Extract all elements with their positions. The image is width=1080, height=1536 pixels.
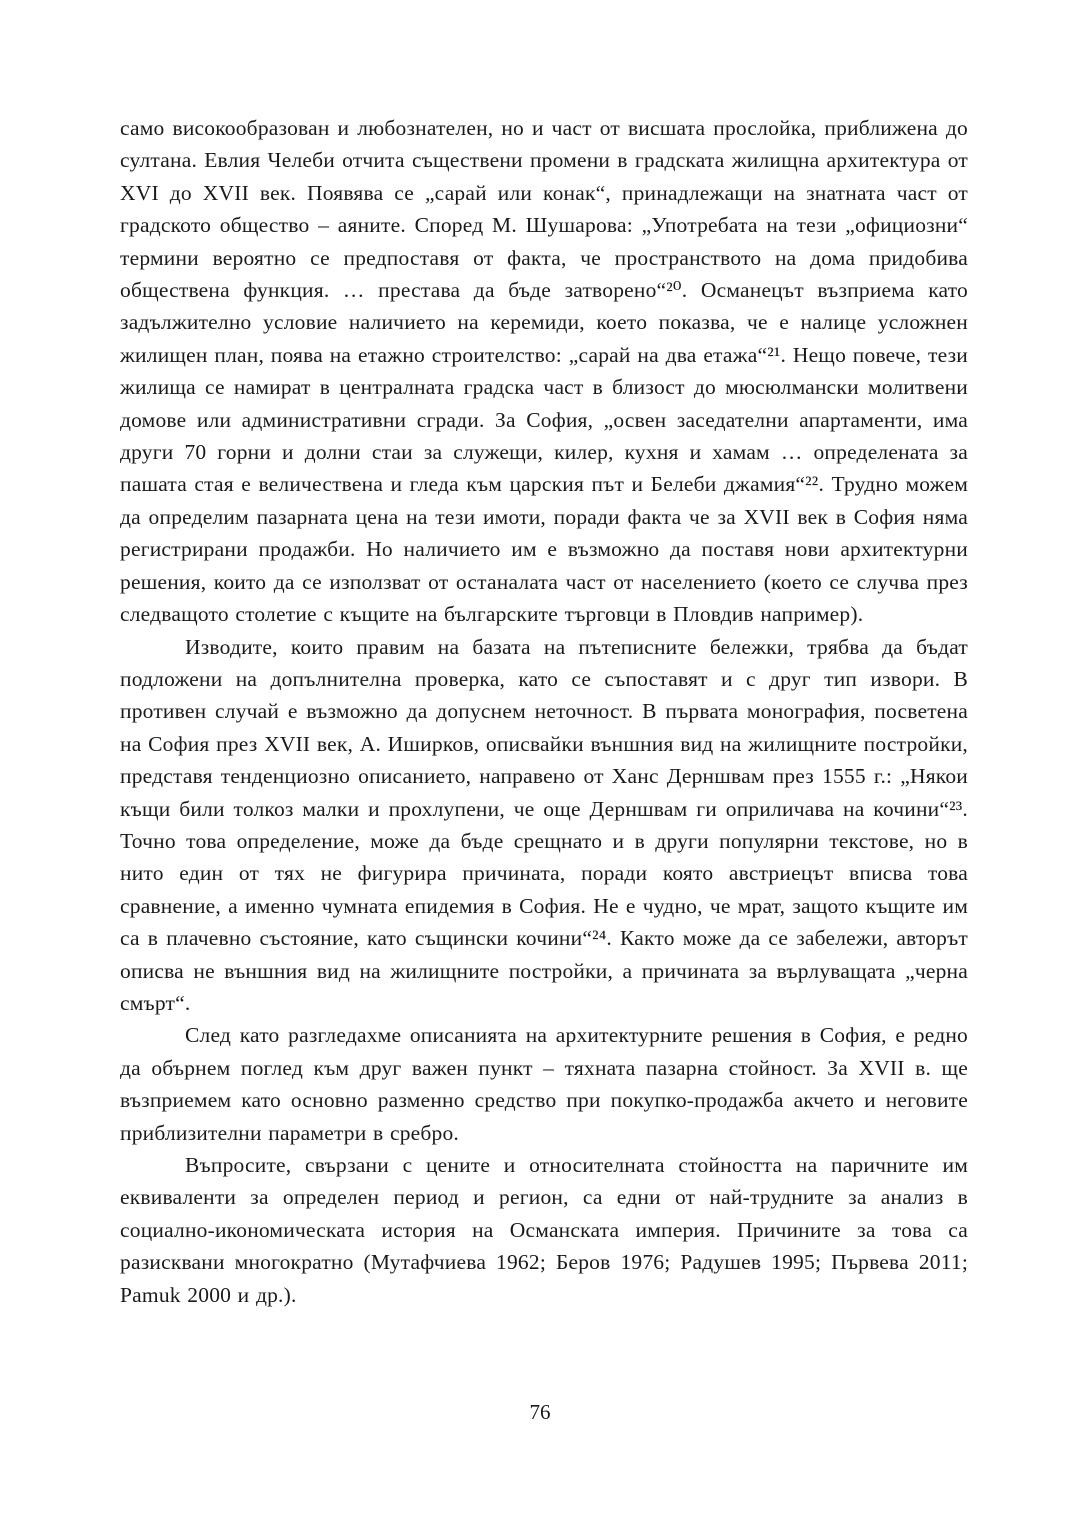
paragraph: Въпросите, свързани с цените и относителната стойността на паричните им еквиваленти за определен период и регион, са едни от най-трудните за анализ в социално-икономическата история на Османската империя. Причините за това са разисквани многократно (Мутафчиева 1962; Беров 1976; Радушев 1995; Първева 2011; Pamuk 2000 и др.). xyxy=(120,1153,968,1307)
body-text xyxy=(120,112,968,1311)
paragraph: След като разгледахме описанията на архитектурните решения в София, е редно да обърнем поглед към друг важен пункт – тяхната пазарна стойност. За XVII в. ще възприемем като основно разменно средство при покупко-продажба акчето и неговите приблизителни параметри в сребро. xyxy=(120,1023,968,1145)
page-number: 76 xyxy=(529,1400,551,1424)
paragraph: Изводите, които правим на базата на пътеписните бележки, трябва да бъдат подложени на допълнителна проверка, като се съпоставят и с друг тип извори. В противен случай е възможно да допуснем неточност. В първата монография, посветена на София през XVII век, А. Иширков, описвайки външния вид на жилищните постройки, представя тенденциозно описанието, направено от Ханс Дерншвам през 1555 г.: „Някои къщи били толкоз малки и прохлупени, че още Дерншвам ги оприличава на кочини“²³. Точно това определение, може да бъде срещнато и в други популярни текстове, но в нито един от тях не фигурира причината, поради която австриецът вписва това сравнение, а именно чумната епидемия в София. Не е чудно, че мрат, защото къщите им са в плачевно състояние, като същински кочини“²⁴. Както може да се забележи, авторът описва не външния вид на жилищните постройки, а причината за върлуващата „черна смърт“. xyxy=(120,634,968,1015)
paragraph: само високообразован и любознателен, но и част от висшата прослойка, приближена до султана. Евлия Челеби отчита съществени промени в градската жилищна архитектура от XVI до XVII век. Появява се „сарай или конак“, принадлежащи на знатната част от градското общество – аяните. Според М. Шушарова: „Употребата на тези „официозни“ термини вероятно се предпоставя от факта, че пространството на дома придобива обществена функция. … престава да бъде затворено“²⁰. Османецът възприема като задължително условие наличието на керемиди, което показва, че е налице усложнен жилищен план, поява на етажно строителство: „сарай на два етажа“²¹. Нещо повече, тези жилища се намират в централната градска част в близост до мюсюлмански молитвени домове или административни сгради. За София, „освен заседателни апартаменти, има други 70 горни и долни стаи за служещи, килер, кухня и хамам … определената за пашата стая е величествена и гледа към царския път и Белеби джамия“²². Трудно можем да определим пазарната цена на тези имоти, поради факта че за XVII век в София няма регистрирани продажби. Но наличието им е възможно да поставя нови архитектурни решения, които да се използват от останалата част от населението (което се случва през следващото столетие с къщите на българските търговци в Пловдив например). xyxy=(120,116,968,627)
